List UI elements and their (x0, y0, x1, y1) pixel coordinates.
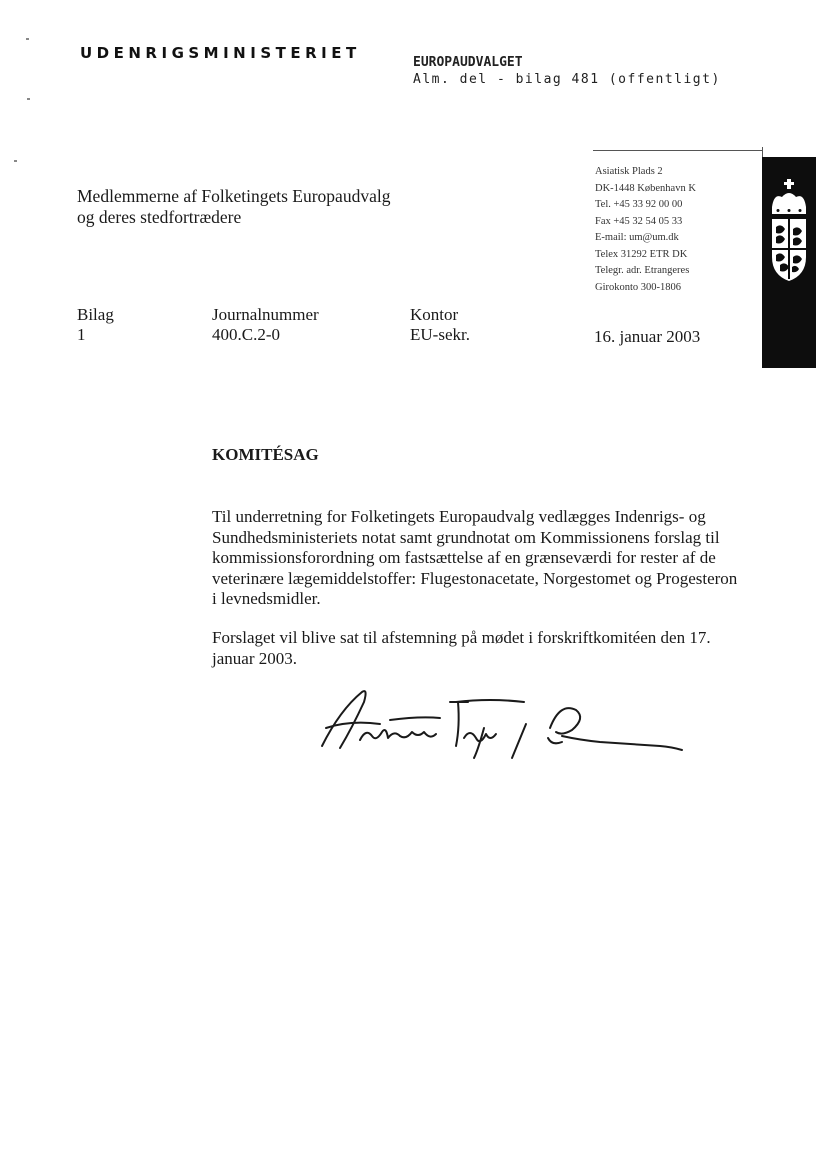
paragraph-line: kommissionsforordning om fastsættelse af en grænseværdi for rester af de (212, 548, 716, 567)
paragraph-line: januar 2003. (212, 648, 297, 668)
recipient-line: og deres stedfortrædere (77, 207, 242, 227)
paragraph-line: veterinære lægemiddelstoffer: Flugestonacetate, Norgestomet og Progesteron (212, 568, 738, 588)
stamp-title: EUROPAUDVALGET (413, 55, 523, 70)
address-line: DK-1448 København K (595, 182, 696, 194)
address-block (595, 164, 696, 296)
bilag-field (77, 305, 114, 345)
paragraph-line: Forslaget vil blive sat til afstemning på mødet i forskriftkomitéen den 17. (212, 628, 711, 647)
kontor-label: Kontor (410, 305, 459, 324)
signature-image (300, 680, 690, 760)
margin-speck (14, 160, 17, 162)
paragraph-line: i levnedsmidler. (212, 589, 321, 608)
journal-field (212, 305, 319, 345)
stamp-subtitle: Alm. del - bilag 481 (offentligt) (413, 72, 721, 87)
address-line: Telegr. adr. Etrangeres (595, 265, 690, 276)
coat-of-arms-bar (762, 157, 816, 368)
paragraph-line: Sundhedsministeriets notat samt grundnotat om Kommissionens forslag til (212, 527, 720, 547)
kontor-field (410, 305, 470, 345)
paragraph-line: Til underretning for Folketingets Europaudvalg vedlægges Indenrigs- og (212, 507, 706, 526)
margin-speck (27, 98, 30, 100)
address-line: Asiatisk Plads 2 (595, 166, 663, 177)
recipient-block (77, 186, 390, 228)
margin-speck (26, 38, 29, 40)
letter-date: 16. januar 2003 (594, 327, 701, 346)
coat-of-arms-icon (762, 157, 816, 368)
address-line: Fax +45 32 54 05 33 (595, 215, 683, 227)
body-paragraph (212, 628, 772, 669)
recipient-line: Medlemmerne af Folketingets Europaudvalg (77, 186, 391, 206)
subject-heading: KOMITÉSAG (212, 445, 319, 464)
bilag-value: 1 (77, 325, 86, 344)
journal-label: Journalnummer (212, 305, 319, 324)
bilag-label: Bilag (77, 305, 114, 324)
address-line: E-mail: um@um.dk (595, 232, 679, 243)
address-line: Telex 31292 ETR DK (595, 248, 688, 260)
journal-value: 400.C.2-0 (212, 325, 280, 344)
ministry-name: UDENRIGSMINISTERIET (80, 44, 361, 62)
address-line: Tel. +45 33 92 00 00 (595, 199, 683, 210)
kontor-value: EU-sekr. (410, 325, 470, 344)
address-line: Girokonto 300-1806 (595, 281, 682, 293)
body-paragraph (212, 507, 772, 610)
address-rule (593, 150, 763, 151)
